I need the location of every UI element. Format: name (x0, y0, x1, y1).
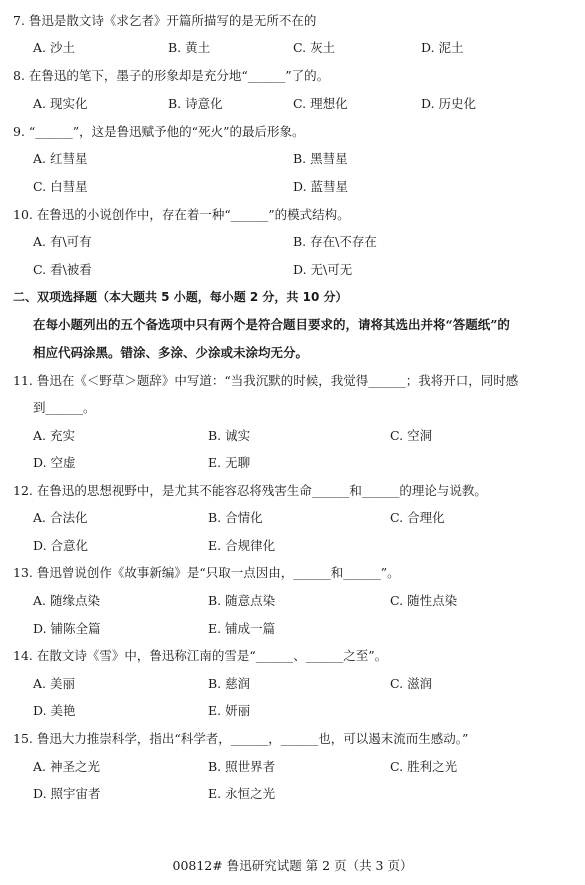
q7-option-a: A. 沙土 (33, 40, 75, 55)
q9-stem: 9. “______”，这是鲁迅赋予他的“死火”的最后形象。 (13, 124, 305, 139)
q14-stem: 14. 在散文诗《雪》中，鲁迅称江南的雪是“______、______之至”。 (13, 648, 388, 663)
q12-option-d: D. 合意化 (33, 538, 89, 553)
q10-stem: 10. 在鲁迅的小说创作中，存在着一种“______”的模式结构。 (13, 207, 350, 222)
q9-option-b: B. 黑彗星 (293, 151, 348, 166)
q8-option-c: C. 理想化 (293, 96, 348, 111)
q13-option-e: E. 铺成一篇 (208, 621, 276, 636)
q7-stem: 7. 鲁迅是散文诗《求乞者》开篇所描写的是无所不在的 (13, 13, 317, 28)
q7-option-d: D. 泥土 (421, 40, 464, 55)
q9-option-a: A. 红彗星 (33, 151, 88, 166)
q12-option-a: A. 合法化 (33, 510, 88, 525)
q15-option-c: C. 胜利之光 (390, 759, 458, 774)
q8-option-b: B. 诗意化 (168, 96, 223, 111)
q12-stem: 12. 在鲁迅的思想视野中，是尤其不能容忍将残害生命______和______的理论与说教。 (13, 483, 487, 498)
q8-option-a: A. 现实化 (33, 96, 88, 111)
q13-option-d: D. 铺陈全篇 (33, 621, 101, 636)
q9-option-c: C. 白彗星 (33, 179, 88, 194)
q13-stem: 13. 鲁迅曾说创作《故事新编》是“只取一点因由，______和______”。 (13, 565, 400, 580)
q13-option-a: A. 随缘点染 (33, 593, 100, 608)
q14-option-c: C. 滋润 (390, 676, 433, 691)
q11-option-d: D. 空虚 (33, 455, 76, 470)
q8-option-d: D. 历史化 (421, 96, 477, 111)
q13-option-b: B. 随意点染 (208, 593, 276, 608)
page-footer: 00812# 鲁迅研究试题 第 2 页（共 3 页） (172, 858, 413, 873)
q10-option-d: D. 无\可无 (293, 262, 353, 277)
section-instructions-2: 相应代码涂黑。错涂、多涂、少涂或未涂均无分。 (33, 345, 309, 360)
q11-stem-line1: 11. 鲁迅在《＜野草＞题辞》中写道：“当我沉默的时候，我觉得______；我将开口，同时感 (13, 373, 519, 388)
q14-option-b: B. 慈润 (208, 676, 251, 691)
q14-option-a: A. 美丽 (33, 676, 75, 691)
q15-option-a: A. 神圣之光 (33, 759, 100, 774)
q15-stem: 15. 鲁迅大力推崇科学，指出“科学者，______，______也，可以遏末流而生感动。” (13, 731, 469, 746)
q15-option-d: D. 照宇宙者 (33, 786, 101, 801)
q9-option-d: D. 蓝彗星 (293, 179, 349, 194)
q11-option-b: B. 诚实 (208, 428, 251, 443)
q14-option-d: D. 美艳 (33, 703, 76, 718)
q14-option-e: E. 妍丽 (208, 703, 251, 718)
q11-stem-line2: 到______。 (33, 400, 96, 415)
q7-option-c: C. 灰土 (293, 40, 336, 55)
q11-option-a: A. 充实 (33, 428, 75, 443)
q12-option-b: B. 合情化 (208, 510, 263, 525)
q11-option-e: E. 无聊 (208, 455, 251, 470)
section-title: 二、双项选择题（本大题共 5 小题，每小题 2 分，共 10 分） (13, 290, 348, 304)
q10-option-a: A. 有\可有 (33, 234, 92, 249)
section-instructions-1: 在每小题列出的五个备选项中只有两个是符合题目要求的，请将其选出并将“答题纸”的 (33, 317, 510, 332)
q10-option-c: C. 看\被看 (33, 262, 92, 277)
q10-option-b: B. 存在\不存在 (293, 234, 377, 249)
q15-option-b: B. 照世界者 (208, 759, 276, 774)
q12-option-c: C. 合理化 (390, 510, 445, 525)
q15-option-e: E. 永恒之光 (208, 786, 276, 801)
q8-stem: 8. 在鲁迅的笔下，墨子的形象却是充分地“______”了的。 (13, 68, 330, 83)
q13-option-c: C. 随性点染 (390, 593, 458, 608)
q12-option-e: E. 合规律化 (208, 538, 276, 553)
q7-option-b: B. 黄土 (168, 40, 211, 55)
q11-option-c: C. 空洞 (390, 428, 433, 443)
